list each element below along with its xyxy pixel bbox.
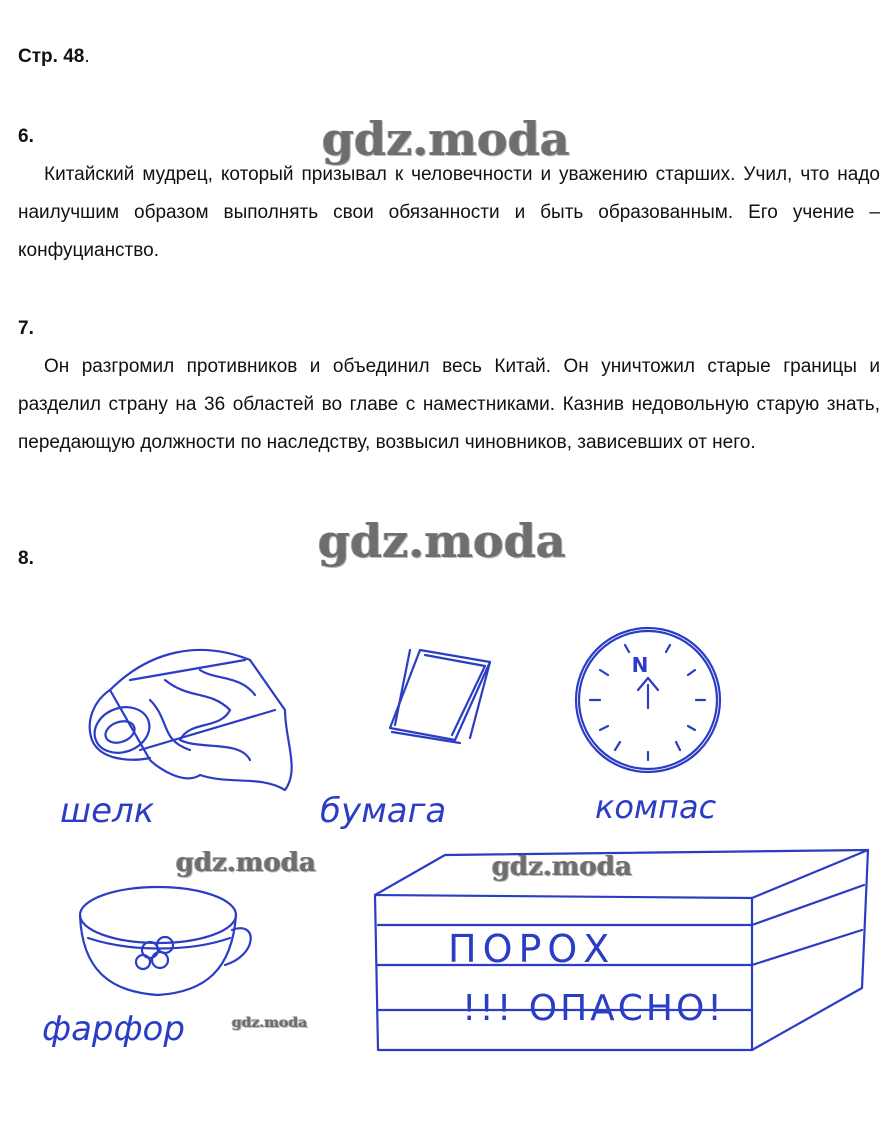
question-7-answer: Он разгромил противников и объединил весь Китай. Он уничтожил старые границы и разделил страну на 36 областей во главе с наместниками. Казнив недовольную старую знать, передающую должности по наследству, возвысил чиновников, зависевших от него.	[18, 356, 880, 453]
porcelain-label: фарфор	[42, 1009, 185, 1049]
hand-drawn-illustrations	[0, 600, 894, 1124]
watermark: gdz.moda	[318, 514, 566, 568]
box-label-gunpowder: ПОРОХ	[448, 927, 616, 971]
page-number: Стр. 48	[18, 46, 85, 67]
silk-roll-drawing	[88, 650, 292, 790]
compass-north-letter: N	[631, 653, 649, 677]
box-label-danger: !!! ОПАСНО!	[462, 988, 725, 1029]
porcelain-cup-drawing	[80, 887, 251, 995]
compass-label: компас	[595, 788, 717, 826]
page-number-dot: .	[84, 46, 90, 67]
silk-label: шелк	[60, 791, 155, 831]
watermark: gdz.moda	[232, 1015, 308, 1031]
question-7-number: 7.	[18, 318, 34, 339]
question-6-number: 6.	[18, 126, 34, 147]
compass-drawing	[576, 628, 720, 772]
page-header	[18, 46, 90, 68]
question-6-answer: Китайский мудрец, который призывал к человечности и уважению старших. Учил, что надо наилучшим образом выполнять свои обязанности и быть образованным. Его учение – конфуцианство.	[18, 164, 880, 261]
question-8-number: 8.	[18, 548, 34, 569]
watermark: gdz.moda	[492, 852, 633, 882]
paper-drawing	[390, 650, 490, 743]
watermark: gdz.moda	[176, 848, 317, 878]
watermark: gdz.moda	[322, 112, 570, 166]
paper-label: бумага	[320, 791, 447, 831]
